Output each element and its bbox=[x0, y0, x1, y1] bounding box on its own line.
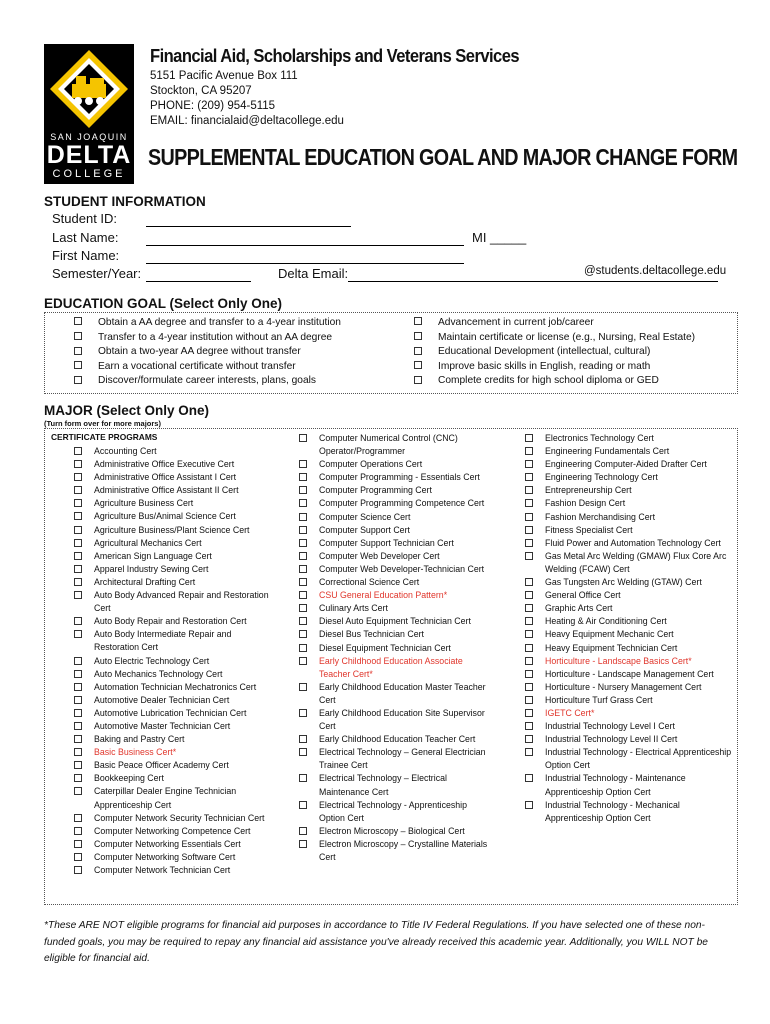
major-option-label: Accounting Cert bbox=[94, 446, 157, 456]
major-option-label: Early Childhood Education Associate Teacher Cert* bbox=[319, 655, 463, 679]
checkbox[interactable] bbox=[299, 460, 307, 468]
major-option[interactable] bbox=[525, 458, 733, 471]
major-option[interactable] bbox=[74, 838, 274, 851]
goal-option[interactable]: Obtain a two-year AA degree without transfer bbox=[74, 345, 341, 360]
checkbox[interactable] bbox=[299, 630, 307, 638]
major-option-label: Industrial Technology Level II Cert bbox=[545, 734, 678, 745]
major-option-label: Basic Peace Officer Academy Cert bbox=[94, 760, 229, 771]
address-line-1: 5151 Pacific Avenue Box 111 bbox=[150, 70, 298, 82]
major-option[interactable] bbox=[74, 668, 274, 681]
checkbox[interactable] bbox=[525, 630, 533, 638]
checkbox[interactable] bbox=[299, 591, 307, 599]
education-goal-heading: EDUCATION GOAL (Select Only One) bbox=[44, 296, 283, 311]
major-option-label: Agriculture Bus/Animal Science Cert bbox=[94, 511, 236, 522]
major-option[interactable] bbox=[299, 681, 491, 707]
checkbox[interactable] bbox=[525, 486, 533, 494]
major-option-label: IGETC Cert* bbox=[545, 707, 595, 718]
checkbox[interactable] bbox=[299, 644, 307, 652]
major-option[interactable] bbox=[525, 550, 733, 576]
major-option-label: Administrative Office Assistant II Cert bbox=[94, 485, 239, 496]
major-option[interactable] bbox=[525, 799, 733, 825]
major-option[interactable] bbox=[299, 511, 491, 524]
major-option-label: Industrial Technology - Maintenance Apprenticeship Option Cert bbox=[545, 773, 686, 797]
checkbox[interactable] bbox=[525, 774, 533, 782]
major-option[interactable] bbox=[299, 602, 491, 615]
checkbox[interactable] bbox=[74, 774, 82, 782]
major-option-label: Electrical Technology – General Electrician Trainee Cert bbox=[319, 747, 486, 771]
checkbox[interactable] bbox=[525, 591, 533, 599]
form-title: SUPPLEMENTAL EDUCATION GOAL AND MAJOR CHANGE FORM bbox=[148, 144, 738, 170]
checkbox[interactable] bbox=[299, 604, 307, 612]
major-option-label: Industrial Technology - Electrical Apprenticeship Option Cert bbox=[545, 747, 732, 771]
goal-option[interactable]: Discover/formulate career interests, plans, goals bbox=[74, 374, 341, 389]
major-option-label: Horticulture - Nursery Management Cert bbox=[545, 681, 702, 692]
checkbox[interactable] bbox=[74, 376, 82, 384]
checkbox[interactable] bbox=[299, 539, 307, 547]
checkbox[interactable] bbox=[525, 722, 533, 730]
checkbox[interactable] bbox=[299, 827, 307, 835]
checkbox[interactable] bbox=[299, 735, 307, 743]
footnote: *These ARE NOT eligible programs for financial aid purposes in accordance to Title IV Federal Regulations. If you have selected one of these non-funded goals, you may be required to repay any financial aid assistance you've already received this academic year. Additionally, you WILL NOT be eligible for financial aid. bbox=[44, 920, 708, 964]
checkbox[interactable] bbox=[525, 552, 533, 560]
checkbox[interactable] bbox=[74, 565, 82, 573]
checkbox[interactable] bbox=[74, 630, 82, 638]
major-option-label: Industrial Technology Level I Cert bbox=[545, 721, 675, 732]
checkbox[interactable] bbox=[525, 801, 533, 809]
major-option[interactable] bbox=[299, 497, 491, 510]
checkbox[interactable] bbox=[74, 361, 82, 369]
major-option[interactable] bbox=[74, 759, 274, 772]
checkbox[interactable] bbox=[74, 473, 82, 481]
checkbox[interactable] bbox=[525, 539, 533, 547]
major-option-label: Horticulture Turf Grass Cert bbox=[545, 694, 653, 705]
mi-field[interactable]: MI _____ bbox=[472, 230, 527, 245]
checkbox[interactable] bbox=[74, 827, 82, 835]
major-option[interactable] bbox=[74, 772, 274, 785]
major-option-label: Diesel Auto Equipment Technician Cert bbox=[319, 616, 471, 627]
major-option-label: General Office Cert bbox=[545, 590, 621, 601]
major-option[interactable] bbox=[525, 471, 733, 484]
checkbox[interactable] bbox=[299, 840, 307, 848]
goal-option[interactable]: Earn a vocational certificate without transfer bbox=[74, 360, 341, 375]
goal-option[interactable]: Complete credits for high school diploma or GED bbox=[414, 374, 695, 389]
major-option[interactable] bbox=[525, 655, 733, 668]
checkbox[interactable] bbox=[299, 486, 307, 494]
checkbox[interactable] bbox=[299, 683, 307, 691]
checkbox[interactable] bbox=[74, 617, 82, 625]
major-option-label: Administrative Office Executive Cert bbox=[94, 459, 235, 470]
major-option-label: Computer Programming Cert bbox=[319, 485, 432, 496]
student-id-label: Student ID: bbox=[52, 211, 118, 226]
major-option[interactable] bbox=[299, 471, 491, 484]
checkbox[interactable] bbox=[74, 683, 82, 691]
major-option[interactable] bbox=[74, 510, 274, 523]
checkbox[interactable] bbox=[74, 761, 82, 769]
major-option-label: Gas Tungsten Arc Welding (GTAW) Cert bbox=[545, 577, 702, 588]
checkbox[interactable] bbox=[299, 473, 307, 481]
major-option[interactable] bbox=[299, 458, 491, 471]
major-option-label: Gas Metal Arc Welding (GMAW) Flux Core Arc Welding (FCAW) Cert bbox=[545, 550, 727, 574]
major-note: (Turn form over for more majors) bbox=[44, 419, 161, 428]
major-option[interactable] bbox=[74, 694, 274, 707]
major-option-label: Fashion Merchandising Cert bbox=[545, 511, 656, 522]
major-option-label: Agriculture Business/Plant Science Cert bbox=[94, 524, 250, 535]
major-option[interactable] bbox=[525, 628, 733, 641]
checkbox[interactable] bbox=[299, 513, 307, 521]
major-option-label: Automation Technician Mechatronics Cert bbox=[94, 681, 257, 692]
major-option-label: Computer Programming - Essentials Cert bbox=[319, 472, 480, 483]
checkbox[interactable] bbox=[525, 460, 533, 468]
major-option[interactable] bbox=[525, 484, 733, 497]
checkbox[interactable] bbox=[74, 552, 82, 560]
checkbox[interactable] bbox=[525, 644, 533, 652]
goal-option[interactable]: Obtain a AA degree and transfer to a 4-year institution bbox=[74, 316, 341, 331]
major-option[interactable] bbox=[74, 484, 274, 497]
major-column-3 bbox=[525, 432, 733, 825]
major-option-label: Early Childhood Education Site Supervisor Cert bbox=[319, 707, 485, 732]
major-option-label: Agricultural Mechanics Cert bbox=[94, 537, 202, 548]
major-option[interactable] bbox=[525, 432, 733, 445]
major-option-label: Entrepreneurship Cert bbox=[545, 485, 632, 496]
major-option[interactable] bbox=[299, 838, 491, 864]
major-option-label: Automotive Master Technician Cert bbox=[94, 720, 231, 731]
checkbox[interactable] bbox=[74, 722, 82, 730]
major-option[interactable] bbox=[299, 746, 491, 772]
checkbox[interactable] bbox=[74, 460, 82, 468]
goal-option[interactable]: Transfer to a 4-year institution without an AA degree bbox=[74, 331, 341, 346]
major-option-label: Computer Networking Essentials Cert bbox=[94, 838, 241, 849]
major-option-label: Heavy Equipment Technician Cert bbox=[545, 642, 678, 653]
checkbox[interactable] bbox=[414, 317, 422, 325]
major-option-label: Auto Body Intermediate Repair and Restoration Cert bbox=[94, 629, 232, 653]
major-option-label: Electrical Technology – Electrical Maintenance Cert bbox=[319, 773, 447, 797]
certificate-programs-heading: CERTIFICATE PROGRAMS bbox=[51, 432, 158, 442]
checkbox[interactable] bbox=[74, 526, 82, 534]
major-option[interactable] bbox=[299, 733, 491, 746]
delta-email-label: Delta Email: bbox=[278, 266, 349, 281]
major-option[interactable] bbox=[525, 720, 733, 733]
major-option-label: Computer Operations Cert bbox=[319, 459, 423, 470]
major-option-label: Engineering Fundamentals Cert bbox=[545, 446, 670, 457]
checkbox[interactable] bbox=[74, 512, 82, 520]
major-option-label: Engineering Computer-Aided Drafter Cert bbox=[545, 459, 707, 470]
logo-bottom-text: COLLEGE bbox=[52, 168, 126, 180]
checkbox[interactable] bbox=[74, 840, 82, 848]
major-option-label: Caterpillar Dealer Engine Technician Apprenticeship Cert bbox=[94, 786, 237, 810]
checkbox[interactable] bbox=[74, 317, 82, 325]
major-option[interactable] bbox=[74, 628, 274, 654]
major-option-label: Fashion Design Cert bbox=[545, 498, 626, 509]
major-option[interactable] bbox=[299, 432, 491, 458]
major-option[interactable] bbox=[299, 825, 491, 838]
checkbox[interactable] bbox=[525, 473, 533, 481]
first-name-field[interactable] bbox=[146, 263, 464, 264]
major-option[interactable] bbox=[525, 694, 733, 707]
checkbox[interactable] bbox=[525, 604, 533, 612]
checkbox[interactable] bbox=[299, 526, 307, 534]
address-line-2: Stockton, CA 95207 bbox=[150, 85, 252, 97]
major-option-label: Basic Business Cert* bbox=[94, 747, 177, 758]
checkbox[interactable] bbox=[74, 499, 82, 507]
major-option-label: Computer Web Developer Cert bbox=[319, 550, 440, 561]
major-option[interactable] bbox=[525, 576, 733, 589]
checkbox[interactable] bbox=[414, 332, 422, 340]
checkbox[interactable] bbox=[525, 657, 533, 665]
major-option-label: Early Childhood Education Teacher Cert bbox=[319, 734, 476, 745]
major-option[interactable] bbox=[525, 615, 733, 628]
major-option[interactable] bbox=[74, 825, 274, 838]
checkbox[interactable] bbox=[299, 552, 307, 560]
major-option[interactable] bbox=[299, 655, 491, 681]
major-option-label: CSU General Education Pattern* bbox=[319, 590, 448, 601]
major-option[interactable] bbox=[74, 537, 274, 550]
major-option[interactable] bbox=[299, 589, 491, 602]
major-option-label: Automotive Lubrication Technician Cert bbox=[94, 707, 247, 718]
major-option-label: Administrative Office Assistant I Cert bbox=[94, 472, 237, 483]
checkbox[interactable] bbox=[299, 578, 307, 586]
checkbox[interactable] bbox=[74, 696, 82, 704]
major-column-2 bbox=[299, 432, 491, 864]
checkbox[interactable] bbox=[525, 499, 533, 507]
major-option[interactable] bbox=[525, 642, 733, 655]
major-option[interactable] bbox=[74, 655, 274, 668]
major-option[interactable] bbox=[299, 576, 491, 589]
checkbox[interactable] bbox=[525, 526, 533, 534]
major-option[interactable] bbox=[74, 746, 274, 759]
checkbox[interactable] bbox=[525, 617, 533, 625]
checkbox[interactable] bbox=[414, 361, 422, 369]
major-option[interactable] bbox=[74, 497, 274, 510]
checkbox[interactable] bbox=[299, 617, 307, 625]
semester-year-label: Semester/Year: bbox=[52, 266, 142, 281]
major-option[interactable] bbox=[74, 589, 274, 615]
major-option-label: Computer Support Cert bbox=[319, 524, 410, 535]
major-option[interactable] bbox=[525, 524, 733, 537]
major-option-label: Bookkeeping Cert bbox=[94, 773, 164, 784]
major-option[interactable] bbox=[299, 642, 491, 655]
goal-right-column bbox=[414, 316, 695, 389]
checkbox[interactable] bbox=[74, 447, 82, 455]
checkbox[interactable] bbox=[299, 499, 307, 507]
major-column-1 bbox=[74, 445, 274, 877]
major-option-label: Architectural Drafting Cert bbox=[94, 576, 196, 587]
major-option-label: Auto Body Repair and Restoration Cert bbox=[94, 616, 247, 627]
major-option-label: Heating & Air Conditioning Cert bbox=[545, 616, 667, 627]
major-option-label: Computer Programming Competence Cert bbox=[319, 498, 485, 509]
major-option-label: Heavy Equipment Mechanic Cert bbox=[545, 629, 674, 640]
major-option[interactable] bbox=[74, 563, 274, 576]
major-option[interactable] bbox=[74, 812, 274, 825]
checkbox[interactable] bbox=[525, 709, 533, 717]
checkbox[interactable] bbox=[74, 735, 82, 743]
major-option-label: Diesel Bus Technician Cert bbox=[319, 629, 424, 640]
major-option[interactable] bbox=[299, 550, 491, 563]
first-name-label: First Name: bbox=[52, 248, 120, 263]
major-option[interactable] bbox=[525, 772, 733, 798]
checkbox[interactable] bbox=[299, 801, 307, 809]
major-option-label: Computer Web Developer-Technician Cert bbox=[319, 563, 485, 574]
checkbox[interactable] bbox=[525, 683, 533, 691]
checkbox[interactable] bbox=[74, 748, 82, 756]
major-option-label: Auto Electric Technology Cert bbox=[94, 655, 210, 666]
checkbox[interactable] bbox=[74, 814, 82, 822]
semester-year-field[interactable] bbox=[146, 281, 251, 282]
checkbox[interactable] bbox=[74, 332, 82, 340]
major-option[interactable] bbox=[299, 799, 491, 825]
major-option[interactable] bbox=[74, 615, 274, 628]
major-option[interactable] bbox=[525, 668, 733, 681]
major-option[interactable] bbox=[525, 537, 733, 550]
major-option[interactable] bbox=[74, 864, 274, 877]
major-option[interactable] bbox=[74, 445, 274, 458]
checkbox[interactable] bbox=[525, 696, 533, 704]
checkbox[interactable] bbox=[525, 434, 533, 442]
checkbox[interactable] bbox=[414, 376, 422, 384]
checkbox[interactable] bbox=[74, 657, 82, 665]
checkbox[interactable] bbox=[299, 709, 307, 717]
checkbox[interactable] bbox=[74, 853, 82, 861]
goal-option[interactable]: Maintain certificate or license (e.g., Nursing, Real Estate) bbox=[414, 331, 695, 346]
major-option-label: Industrial Technology - Mechanical Apprenticeship Option Cert bbox=[545, 799, 680, 823]
checkbox[interactable] bbox=[525, 578, 533, 586]
goal-option[interactable]: Educational Development (intellectual, cultural) bbox=[414, 345, 695, 360]
checkbox[interactable] bbox=[74, 709, 82, 717]
major-option-label: Early Childhood Education Master Teacher Cert bbox=[319, 681, 486, 705]
major-option-label: Culinary Arts Cert bbox=[319, 603, 388, 614]
education-goal-box bbox=[44, 312, 738, 394]
checkbox[interactable] bbox=[74, 347, 82, 355]
major-option[interactable] bbox=[74, 707, 274, 720]
checkbox[interactable] bbox=[525, 513, 533, 521]
checkbox[interactable] bbox=[74, 670, 82, 678]
checkbox[interactable] bbox=[74, 866, 82, 874]
major-option-label: Electron Microscopy – Crystalline Materials Cert bbox=[319, 838, 488, 862]
major-option-label: Fluid Power and Automation Technology Cert bbox=[545, 537, 721, 548]
checkbox[interactable] bbox=[299, 434, 307, 442]
major-option[interactable] bbox=[74, 471, 274, 484]
major-option-label: Correctional Science Cert bbox=[319, 577, 420, 588]
major-option[interactable] bbox=[299, 772, 491, 798]
major-option[interactable] bbox=[525, 589, 733, 602]
major-option-label: Electron Microscopy – Biological Cert bbox=[319, 825, 465, 836]
major-box bbox=[44, 428, 738, 905]
office-title: Financial Aid, Scholarships and Veterans Services bbox=[150, 46, 520, 66]
logo-top-text: SAN JOAQUIN bbox=[50, 132, 128, 142]
major-option-label: Computer Networking Software Cert bbox=[94, 851, 236, 862]
goal-left-column bbox=[74, 316, 341, 389]
major-option-label: Computer Support Technician Cert bbox=[319, 537, 454, 548]
checkbox[interactable] bbox=[299, 657, 307, 665]
major-option-label: Horticulture - Landscape Basics Cert* bbox=[545, 655, 692, 666]
major-option-label: Diesel Equipment Technician Cert bbox=[319, 642, 451, 653]
major-option-label: Computer Numerical Control (CNC) Operator/Programmer bbox=[319, 433, 458, 457]
major-option[interactable] bbox=[74, 576, 274, 589]
phone-line: PHONE: (209) 954-5115 bbox=[150, 100, 276, 112]
major-option[interactable] bbox=[525, 445, 733, 458]
checkbox[interactable] bbox=[74, 578, 82, 586]
major-option[interactable] bbox=[299, 524, 491, 537]
major-option[interactable] bbox=[525, 681, 733, 694]
checkbox[interactable] bbox=[299, 565, 307, 573]
checkbox[interactable] bbox=[525, 670, 533, 678]
major-option-label: Computer Network Security Technician Cert bbox=[94, 812, 265, 823]
major-option-label: Engineering Technology Cert bbox=[545, 472, 658, 483]
email-line: EMAIL: financialaid@deltacollege.edu bbox=[150, 115, 344, 127]
major-option[interactable] bbox=[299, 615, 491, 628]
checkbox[interactable] bbox=[525, 447, 533, 455]
student-info-heading: STUDENT INFORMATION bbox=[44, 194, 206, 209]
checkbox[interactable] bbox=[414, 347, 422, 355]
major-option[interactable] bbox=[74, 851, 274, 864]
major-option[interactable] bbox=[525, 707, 733, 720]
major-option[interactable] bbox=[74, 785, 274, 811]
delta-email-field[interactable] bbox=[348, 281, 718, 282]
major-option[interactable] bbox=[299, 484, 491, 497]
major-option[interactable] bbox=[525, 733, 733, 746]
major-option[interactable] bbox=[525, 497, 733, 510]
major-option-label: Auto Mechanics Technology Cert bbox=[94, 668, 223, 679]
college-logo bbox=[44, 44, 134, 184]
major-option[interactable] bbox=[525, 746, 733, 772]
major-option-label: American Sign Language Cert bbox=[94, 550, 212, 561]
student-id-field[interactable] bbox=[146, 226, 351, 227]
last-name-field[interactable] bbox=[146, 245, 464, 246]
major-option-label: Electronics Technology Cert bbox=[545, 433, 654, 443]
major-option[interactable] bbox=[74, 458, 274, 471]
checkbox[interactable] bbox=[74, 539, 82, 547]
email-domain: @students.deltacollege.edu bbox=[584, 265, 727, 277]
major-heading: MAJOR (Select Only One) bbox=[44, 403, 210, 418]
major-option-label: Computer Network Technician Cert bbox=[94, 865, 231, 875]
major-option-label: Fitness Specialist Cert bbox=[545, 524, 633, 535]
major-option-label: Baking and Pastry Cert bbox=[94, 734, 185, 745]
goal-option[interactable]: Improve basic skills in English, reading or math bbox=[414, 360, 695, 375]
last-name-label: Last Name: bbox=[52, 230, 119, 245]
checkbox[interactable] bbox=[74, 591, 82, 599]
checkbox[interactable] bbox=[74, 486, 82, 494]
major-option[interactable] bbox=[74, 524, 274, 537]
major-option-label: Automotive Dealer Technician Cert bbox=[94, 694, 230, 705]
major-option[interactable] bbox=[74, 720, 274, 733]
checkbox[interactable] bbox=[525, 748, 533, 756]
logo-mid-text: DELTA bbox=[46, 141, 132, 169]
major-option[interactable] bbox=[525, 602, 733, 615]
major-option-label: Horticulture - Landscape Management Cert bbox=[545, 668, 714, 679]
goal-option[interactable]: Advancement in current job/career bbox=[414, 316, 695, 331]
major-option-label: Auto Body Advanced Repair and Restoration Cert bbox=[94, 590, 269, 614]
major-option-label: Electrical Technology - Apprenticeship Option Cert bbox=[319, 799, 468, 823]
checkbox[interactable] bbox=[74, 787, 82, 795]
major-option[interactable] bbox=[299, 628, 491, 641]
checkbox[interactable] bbox=[299, 748, 307, 756]
major-option[interactable] bbox=[299, 537, 491, 550]
checkbox[interactable] bbox=[525, 735, 533, 743]
major-option-label: Graphic Arts Cert bbox=[545, 603, 613, 614]
major-option[interactable] bbox=[74, 681, 274, 694]
major-option[interactable] bbox=[299, 563, 491, 576]
checkbox[interactable] bbox=[299, 774, 307, 782]
major-option-label: Computer Science Cert bbox=[319, 511, 411, 522]
major-option[interactable] bbox=[525, 511, 733, 524]
major-option[interactable] bbox=[74, 550, 274, 563]
major-option-label: Agriculture Business Cert bbox=[94, 498, 194, 509]
major-option-label: Apparel Industry Sewing Cert bbox=[94, 563, 209, 574]
major-option[interactable] bbox=[74, 733, 274, 746]
major-option[interactable] bbox=[299, 707, 491, 733]
major-option-label: Computer Networking Competence Cert bbox=[94, 825, 251, 836]
